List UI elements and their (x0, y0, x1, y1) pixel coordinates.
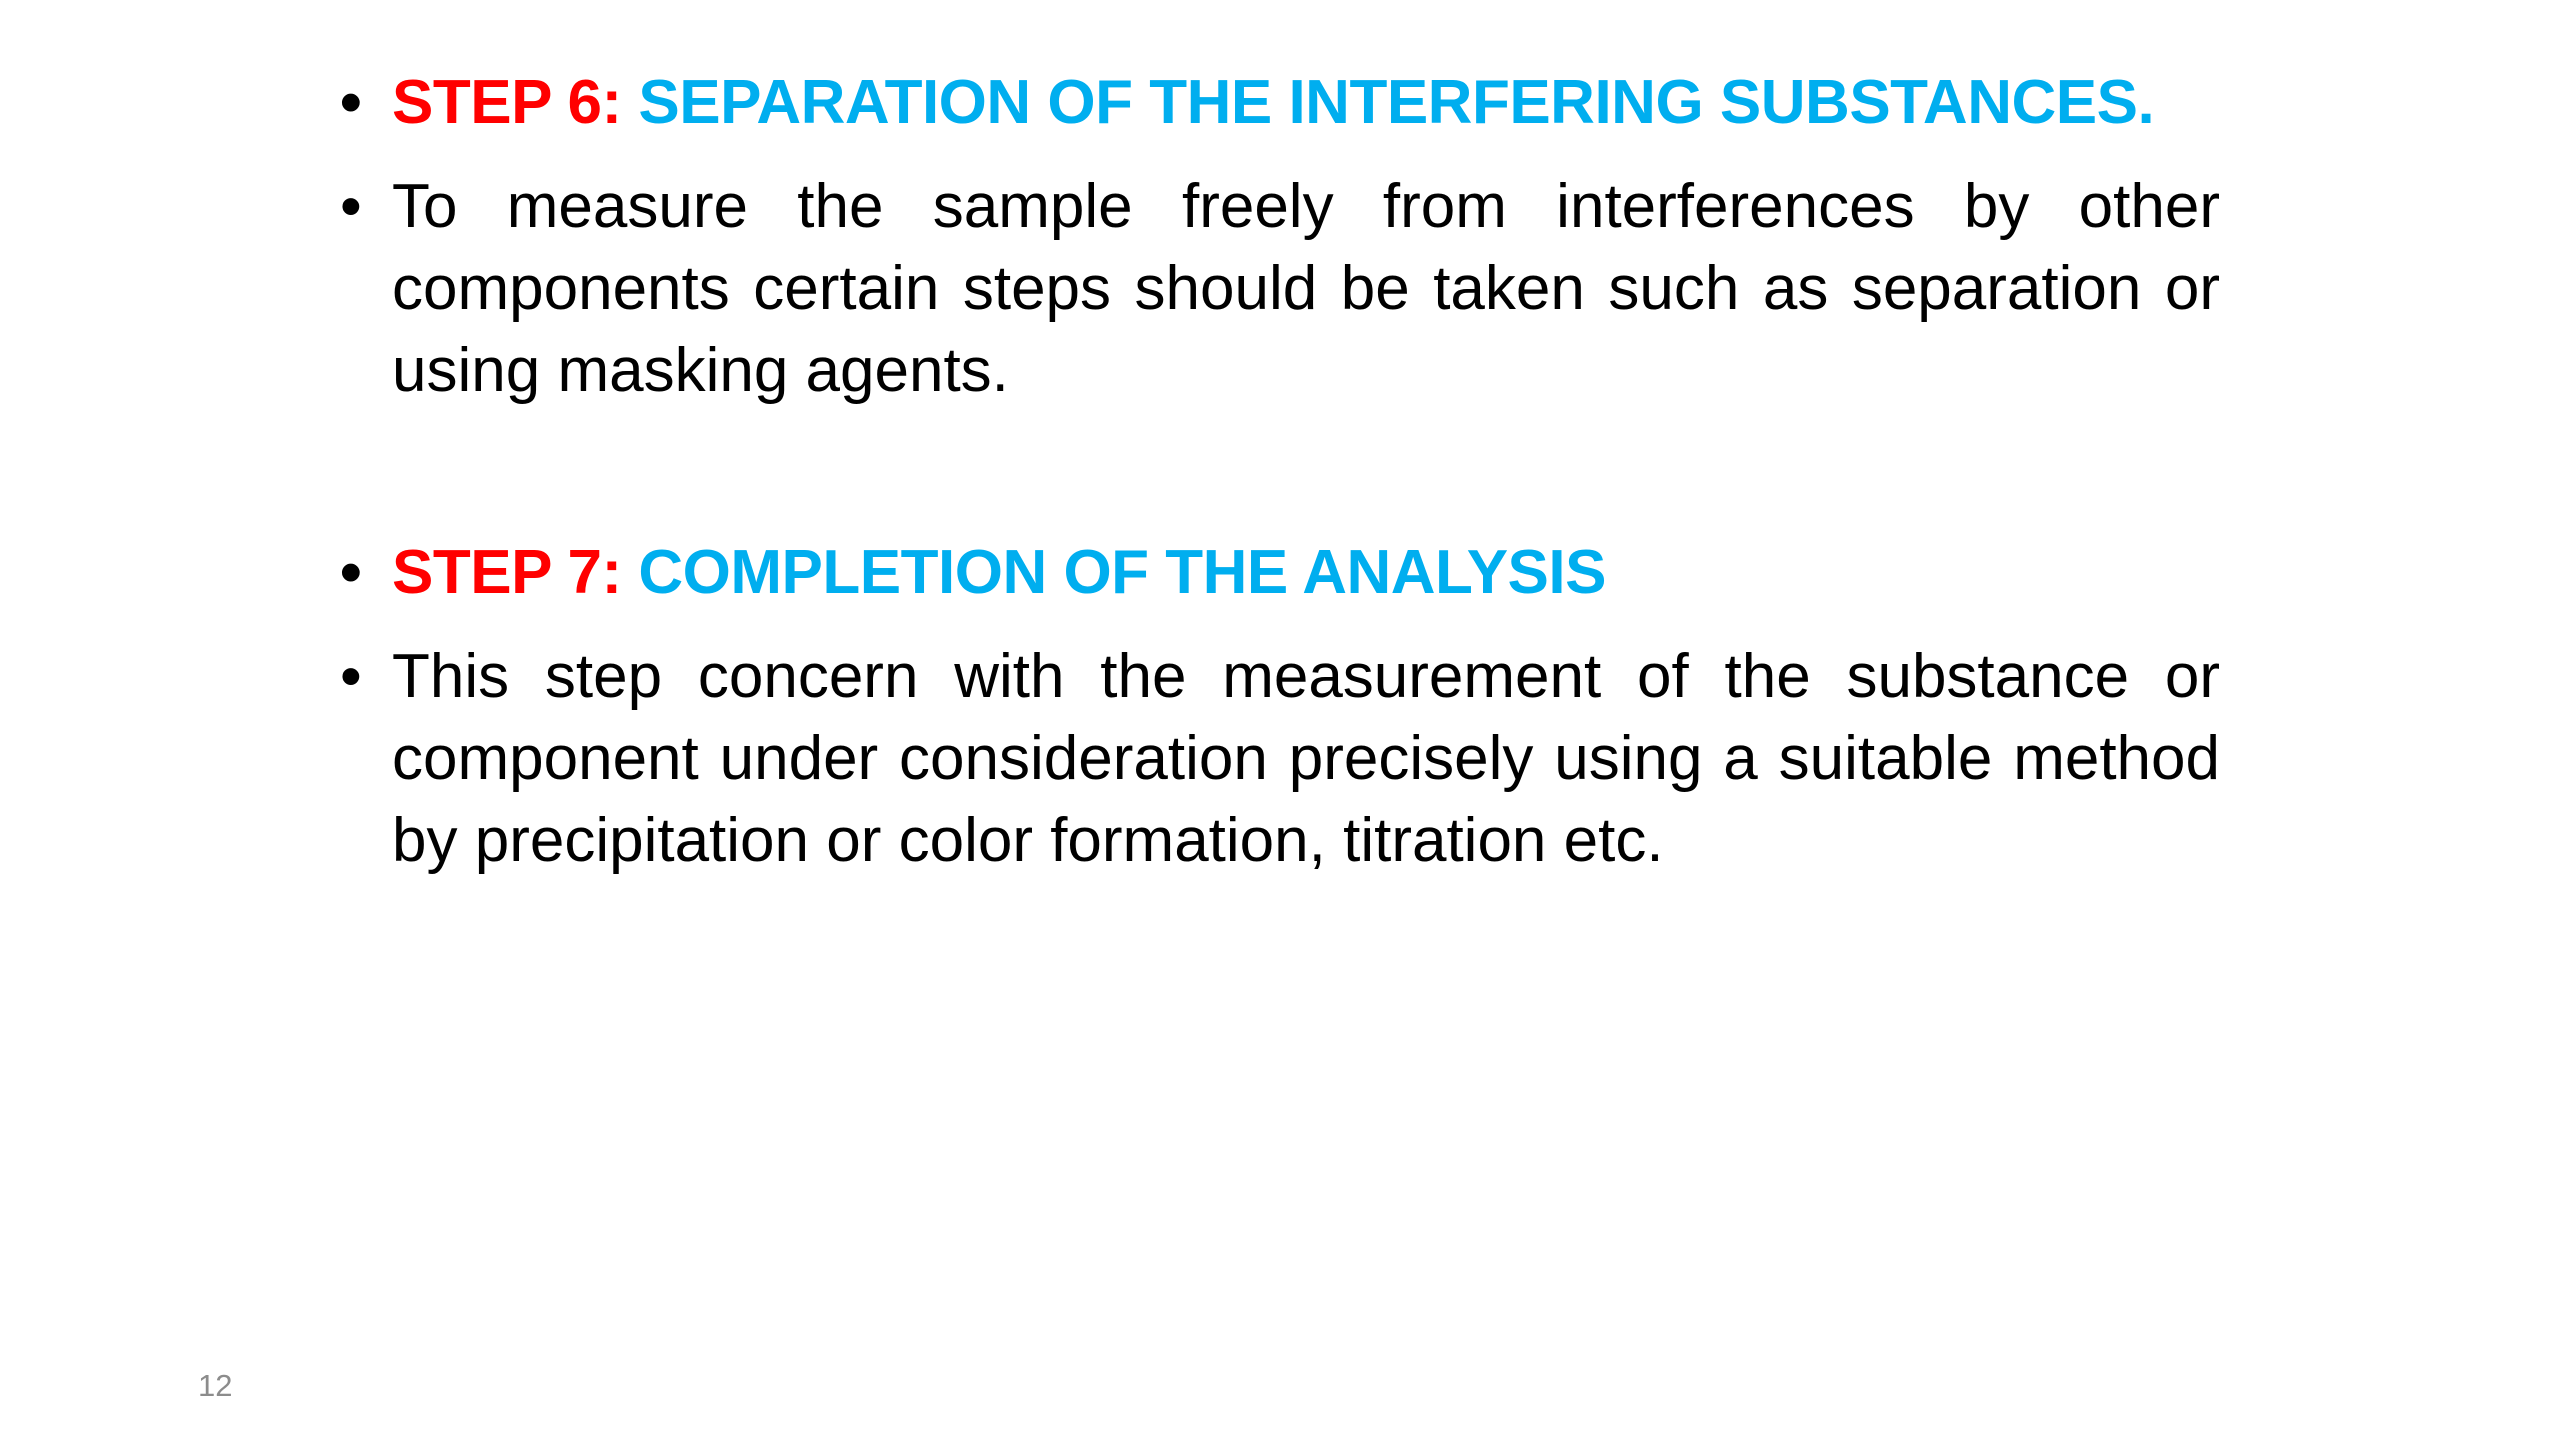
step-6-body-text: To measure the sample freely from interferences by other components certain steps should be taken such as separation or using masking agents. (392, 172, 2220, 405)
step-6-heading (340, 62, 2220, 144)
page-number: 12 (198, 1368, 233, 1403)
bullet-icon: • (340, 538, 362, 607)
slide-content (340, 62, 2220, 882)
step-6-body (340, 166, 2220, 412)
step-7-body (340, 636, 2220, 882)
step-7-body-text: This step concern with the measurement of the substance or component under consideration precisely using a suitable method by precipitation or color formation, titration etc. (392, 642, 2220, 875)
bullet-icon: • (340, 642, 362, 711)
step-7-title: COMPLETION OF THE ANALYSIS (638, 538, 1606, 607)
bullet-icon: • (340, 172, 362, 241)
step-7-label: STEP 7: (392, 538, 622, 607)
step-6-title: SEPARATION OF THE INTERFERING SUBSTANCES. (638, 68, 2155, 137)
step-7-heading (340, 532, 2220, 614)
step-6-label: STEP 6: (392, 68, 622, 137)
bullet-icon: • (340, 68, 362, 137)
